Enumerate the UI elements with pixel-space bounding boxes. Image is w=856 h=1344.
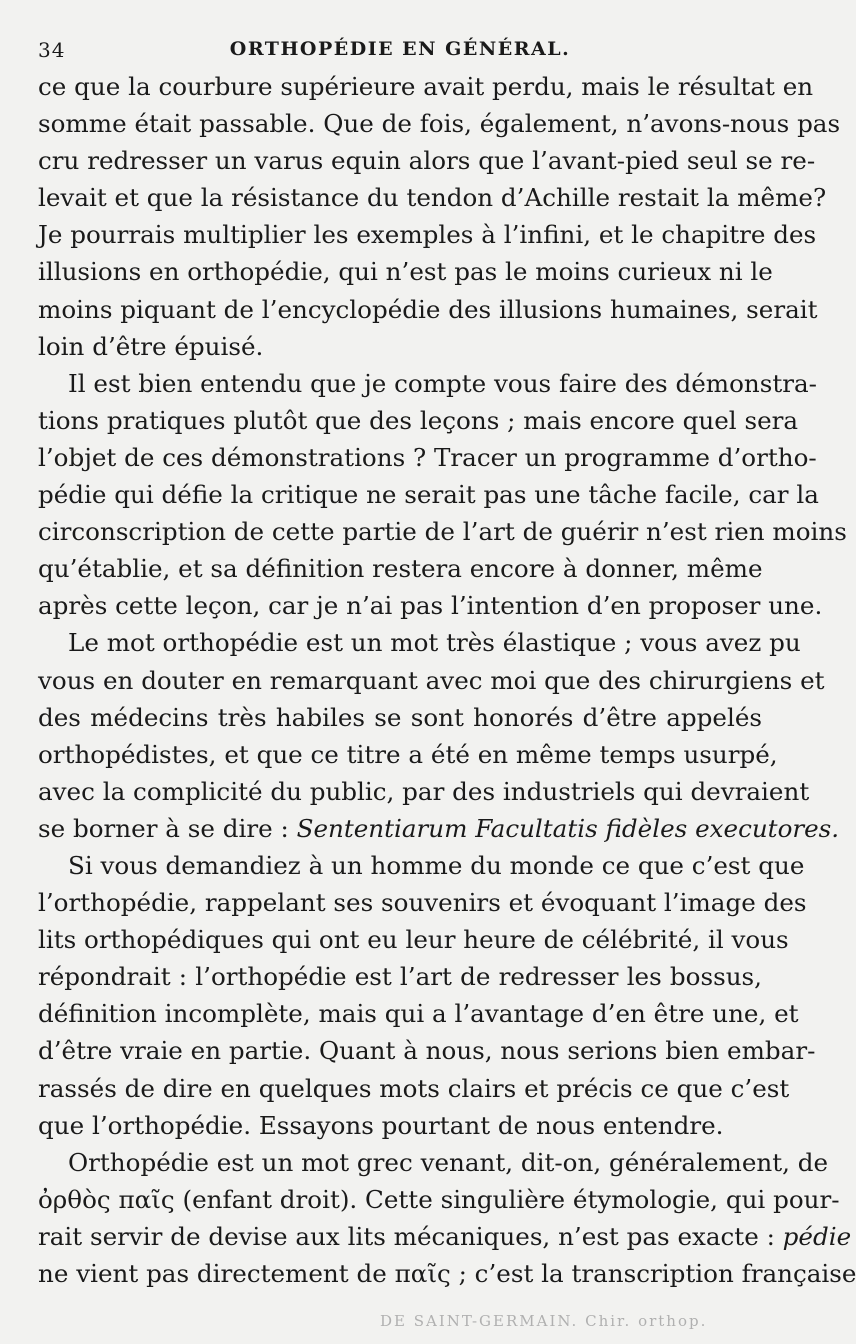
body-text (38, 68, 856, 1292)
text-line (38, 587, 823, 624)
text-line-content: Si vous demandiez à un homme du monde ce que c’est que (68, 850, 805, 880)
text-line (38, 1107, 762, 1144)
text-line (38, 736, 778, 773)
text-line (38, 921, 789, 958)
text-line (38, 847, 805, 884)
text-line-content: circonscription de cette partie de l’art de guérir n’est rien moins (38, 517, 847, 547)
text-line-content: répondrait : l’orthopédie est l’art de redresser les bossus, (38, 962, 762, 992)
text-line-content: vous en douter en remarquant avec moi que des chirurgiens et (38, 665, 825, 695)
text-line (38, 624, 801, 661)
italic-phrase: Sententiarum Facultatis fidèles executores. (296, 813, 840, 843)
text-line (38, 105, 841, 142)
text-line (38, 1032, 816, 1069)
text-line-content: définition incomplète, mais qui a l’avantage d’en être une, et (38, 999, 799, 1029)
text-line (38, 328, 762, 365)
text-line (38, 1218, 852, 1255)
text-line-content: moins piquant de l’encyclopédie des illusions humaines, serait (38, 294, 818, 324)
text-line-content: se borner à se dire : (38, 813, 297, 843)
page-number: 34 (38, 38, 66, 62)
text-line-content: qu’établie, et sa définition restera encore à donner, même (38, 554, 763, 584)
text-line (38, 476, 819, 513)
text-line-content: illusions en orthopédie, qui n’est pas le moins curieux ni le (38, 257, 773, 287)
running-head (38, 30, 762, 66)
text-line-content: l’objet de ces démonstrations ? Tracer un programme d’ortho- (38, 442, 817, 472)
text-line (38, 773, 810, 810)
text-line-content: cru redresser un varus equin alors que l’avant-pied seul se re- (38, 146, 816, 176)
text-line (38, 1144, 829, 1181)
text-line (38, 513, 847, 550)
text-line-content: rait servir de devise aux lits mécaniques, n’est pas exacte : (38, 1221, 783, 1251)
footer-bleed-through: DE SAINT-GERMAIN. Chir. orthop. (380, 1312, 708, 1330)
text-line-content: Je pourrais multiplier les exemples à l’infini, et le chapitre des (38, 220, 817, 250)
text-line (38, 365, 817, 402)
text-line-content: loin d’être épuisé. (38, 331, 264, 361)
text-line-content: des médecins très habiles se sont honorés d’être appelés (38, 702, 762, 732)
text-line-content: levait et que la résistance du tendon d’Achille restait la même? (38, 183, 827, 213)
text-line-content: lits orthopédiques qui ont eu leur heure de célébrité, il vous (38, 925, 789, 955)
text-line (38, 253, 773, 290)
text-line (38, 68, 814, 105)
text-line (38, 179, 827, 216)
text-line-content: d’être vraie en partie. Quant à nous, nous serions bien embar- (38, 1036, 816, 1066)
text-line (38, 216, 817, 253)
text-line-content: pédie qui défie la critique ne serait pas une tâche facile, car la (38, 480, 819, 510)
text-line (38, 550, 762, 587)
text-line (38, 291, 818, 328)
text-line (38, 995, 799, 1032)
text-line-content: Il est bien entendu que je compte vous faire des démonstra- (68, 368, 817, 398)
text-line (38, 1070, 790, 1107)
text-line (38, 402, 799, 439)
text-line-content: tions pratiques plutôt que des leçons ; mais encore quel sera (38, 405, 799, 435)
text-line-content: orthopédistes, et que ce titre a été en même temps usurpé, (38, 739, 778, 769)
text-line-content: après cette leçon, car je n’ai pas l’intention d’en proposer une. (38, 591, 823, 621)
text-line (38, 884, 807, 921)
text-line-content: Le mot orthopédie est un mot très élastique ; vous avez pu (68, 628, 801, 658)
running-title: ORTHOPÉDIE EN GÉNÉRAL. (229, 38, 571, 60)
text-line (38, 142, 816, 179)
text-line-content: ne vient pas directement de παῖς ; c’est la transcription française (38, 1259, 856, 1288)
text-line-content: l’orthopédie, rappelant ses souvenirs et évoquant l’image des (38, 888, 807, 918)
text-line (38, 439, 817, 476)
text-line-content: ce que la courbure supérieure avait perdu, mais le résultat en (38, 72, 814, 101)
text-line-content: rassés de dire en quelques mots clairs et précis ce que c’est (38, 1073, 790, 1103)
text-line-content: avec la complicité du public, par des industriels qui devraient (38, 776, 810, 806)
text-line (38, 662, 825, 699)
text-line (38, 699, 762, 736)
text-line (38, 810, 840, 847)
italic-phrase: pédie (782, 1221, 852, 1251)
text-line-content: Orthopédie est un mot grec venant, dit-on, généralement, de (68, 1147, 829, 1177)
text-line-content: que l’orthopédie. Essayons pourtant de nous entendre. (38, 1110, 724, 1140)
text-line (38, 958, 762, 995)
text-line-content: ὀρθὸς παῖς (enfant droit). Cette singulière étymologie, qui pour- (38, 1184, 840, 1214)
text-line (38, 1255, 856, 1292)
text-line-content: somme était passable. Que de fois, également, n’avons-nous pas (38, 109, 841, 139)
text-line (38, 1181, 840, 1218)
